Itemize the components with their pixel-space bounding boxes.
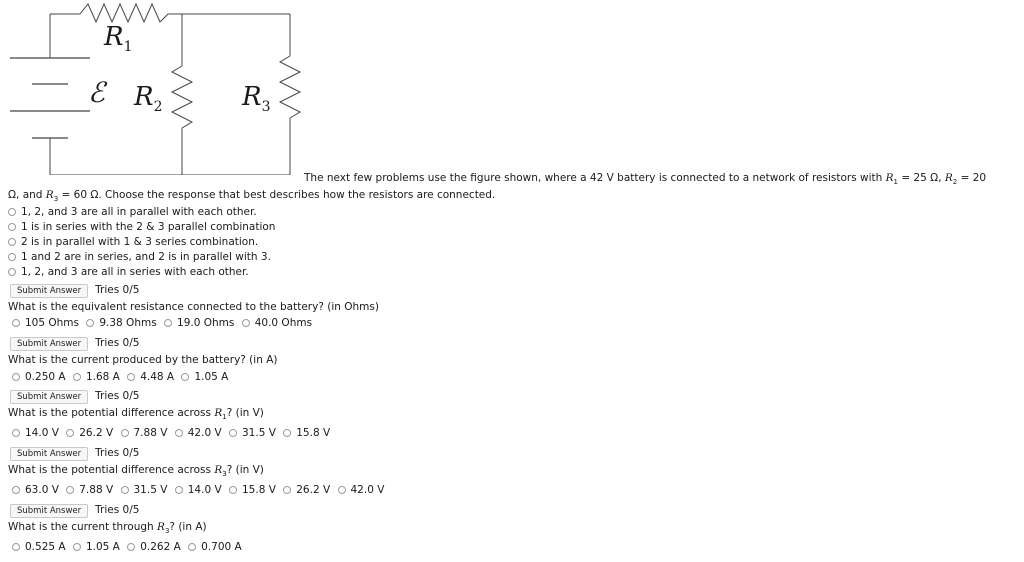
radio-button[interactable] — [86, 319, 94, 327]
q5-option[interactable]: 31.5 V — [121, 484, 168, 496]
radio-button[interactable] — [66, 429, 74, 437]
q1-submit-row — [10, 284, 139, 298]
label-r2: $R_2$ — [134, 82, 163, 116]
q2-question: What is the equivalent resistance connected to the battery? (in Ohms) — [8, 301, 379, 313]
radio-button[interactable] — [12, 543, 20, 551]
radio-button[interactable] — [8, 238, 16, 246]
resistor-r1 — [80, 4, 168, 22]
q2-option[interactable]: 105 Ohms — [12, 317, 79, 329]
q4-option[interactable]: 7.88 V — [121, 427, 168, 439]
tries-counter: Tries 0/5 — [95, 337, 140, 349]
radio-button[interactable] — [164, 319, 172, 327]
radio-button[interactable] — [12, 373, 20, 381]
resistor-r3 — [280, 56, 300, 118]
submit-answer-button[interactable]: Submit Answer — [10, 447, 88, 461]
q3-question: What is the current produced by the battery? (in A) — [8, 354, 278, 366]
q3-submit-row — [10, 390, 139, 404]
q5-option[interactable]: 42.0 V — [338, 484, 385, 496]
radio-button[interactable] — [283, 486, 291, 494]
q5-option[interactable]: 63.0 V — [12, 484, 59, 496]
radio-button[interactable] — [175, 429, 183, 437]
q5-option[interactable]: 26.2 V — [283, 484, 330, 496]
radio-button[interactable] — [8, 268, 16, 276]
radio-button[interactable] — [181, 373, 189, 381]
q6-options — [12, 541, 246, 553]
q3-option[interactable]: 1.68 A — [73, 371, 120, 383]
q3-options — [12, 371, 232, 383]
q3-option[interactable]: 4.48 A — [127, 371, 174, 383]
q2-options — [12, 317, 316, 329]
q5-option[interactable]: 14.0 V — [175, 484, 222, 496]
radio-button[interactable] — [229, 486, 237, 494]
radio-button[interactable] — [12, 486, 20, 494]
tries-counter: Tries 0/5 — [95, 390, 140, 402]
q4-question: What is the potential difference across $R_1$? (in V) — [8, 407, 264, 422]
radio-button[interactable] — [283, 429, 291, 437]
q2-option[interactable]: 19.0 Ohms — [164, 317, 234, 329]
q6-option[interactable]: 0.262 A — [127, 541, 181, 553]
resistor-r2 — [172, 66, 192, 128]
q1-option-2[interactable]: 1 is in series with the 2 & 3 parallel combination — [8, 221, 275, 233]
tries-counter: Tries 0/5 — [95, 504, 140, 516]
q1-option-4[interactable]: 1 and 2 are in series, and 2 is in parallel with 3. — [8, 251, 271, 263]
q2-submit-row — [10, 337, 139, 351]
q6-question: What is the current through $R_3$? (in A) — [8, 521, 207, 536]
radio-button[interactable] — [229, 429, 237, 437]
radio-button[interactable] — [242, 319, 250, 327]
radio-button[interactable] — [127, 373, 135, 381]
q2-option[interactable]: 40.0 Ohms — [242, 317, 312, 329]
submit-answer-button[interactable]: Submit Answer — [10, 390, 88, 404]
radio-button[interactable] — [8, 223, 16, 231]
tries-counter: Tries 0/5 — [95, 284, 140, 296]
radio-button[interactable] — [175, 486, 183, 494]
radio-button[interactable] — [188, 543, 196, 551]
q4-option[interactable]: 15.8 V — [283, 427, 330, 439]
intro-line-1: The next few problems use the figure shown, where a 42 V battery is connected to a network of resistors with $R_1 = 25$ Ω, $R_2 = 20$ — [304, 172, 987, 187]
intro-line-2: Ω, and $R_3 = 60$ Ω. Choose the response that best describes how the resistors are connected. — [8, 189, 496, 204]
submit-answer-button[interactable]: Submit Answer — [10, 504, 88, 518]
label-r1: $R_1$ — [104, 22, 133, 56]
radio-button[interactable] — [8, 253, 16, 261]
q5-option[interactable]: 15.8 V — [229, 484, 276, 496]
radio-button[interactable] — [73, 373, 81, 381]
q4-option[interactable]: 14.0 V — [12, 427, 59, 439]
q5-option[interactable]: 7.88 V — [66, 484, 113, 496]
q4-submit-row — [10, 447, 139, 461]
q1-option-1[interactable]: 1, 2, and 3 are all in parallel with each other. — [8, 206, 257, 218]
q2-option[interactable]: 9.38 Ohms — [86, 317, 156, 329]
submit-answer-button[interactable]: Submit Answer — [10, 337, 88, 351]
q3-option[interactable]: 0.250 A — [12, 371, 66, 383]
tries-counter: Tries 0/5 — [95, 447, 140, 459]
radio-button[interactable] — [338, 486, 346, 494]
label-emf: ℰ — [88, 76, 105, 109]
q5-submit-row — [10, 504, 139, 518]
q5-question: What is the potential difference across $R_3$? (in V) — [8, 464, 264, 479]
label-r3: $R_3$ — [242, 82, 271, 116]
radio-button[interactable] — [12, 429, 20, 437]
q6-option[interactable]: 1.05 A — [73, 541, 120, 553]
q1-option-5[interactable]: 1, 2, and 3 are all in series with each other. — [8, 266, 249, 278]
q6-option[interactable]: 0.700 A — [188, 541, 242, 553]
battery — [10, 58, 90, 138]
q6-option[interactable]: 0.525 A — [12, 541, 66, 553]
q4-option[interactable]: 42.0 V — [175, 427, 222, 439]
radio-button[interactable] — [121, 429, 129, 437]
q1-option-3[interactable]: 2 is in parallel with 1 & 3 series combination. — [8, 236, 258, 248]
q4-option[interactable]: 26.2 V — [66, 427, 113, 439]
submit-answer-button[interactable]: Submit Answer — [10, 284, 88, 298]
q3-option[interactable]: 1.05 A — [181, 371, 228, 383]
radio-button[interactable] — [73, 543, 81, 551]
radio-button[interactable] — [121, 486, 129, 494]
radio-button[interactable] — [127, 543, 135, 551]
q5-options — [12, 484, 388, 496]
radio-button[interactable] — [8, 208, 16, 216]
q4-options — [12, 427, 334, 439]
radio-button[interactable] — [12, 319, 20, 327]
radio-button[interactable] — [66, 486, 74, 494]
q4-option[interactable]: 31.5 V — [229, 427, 276, 439]
